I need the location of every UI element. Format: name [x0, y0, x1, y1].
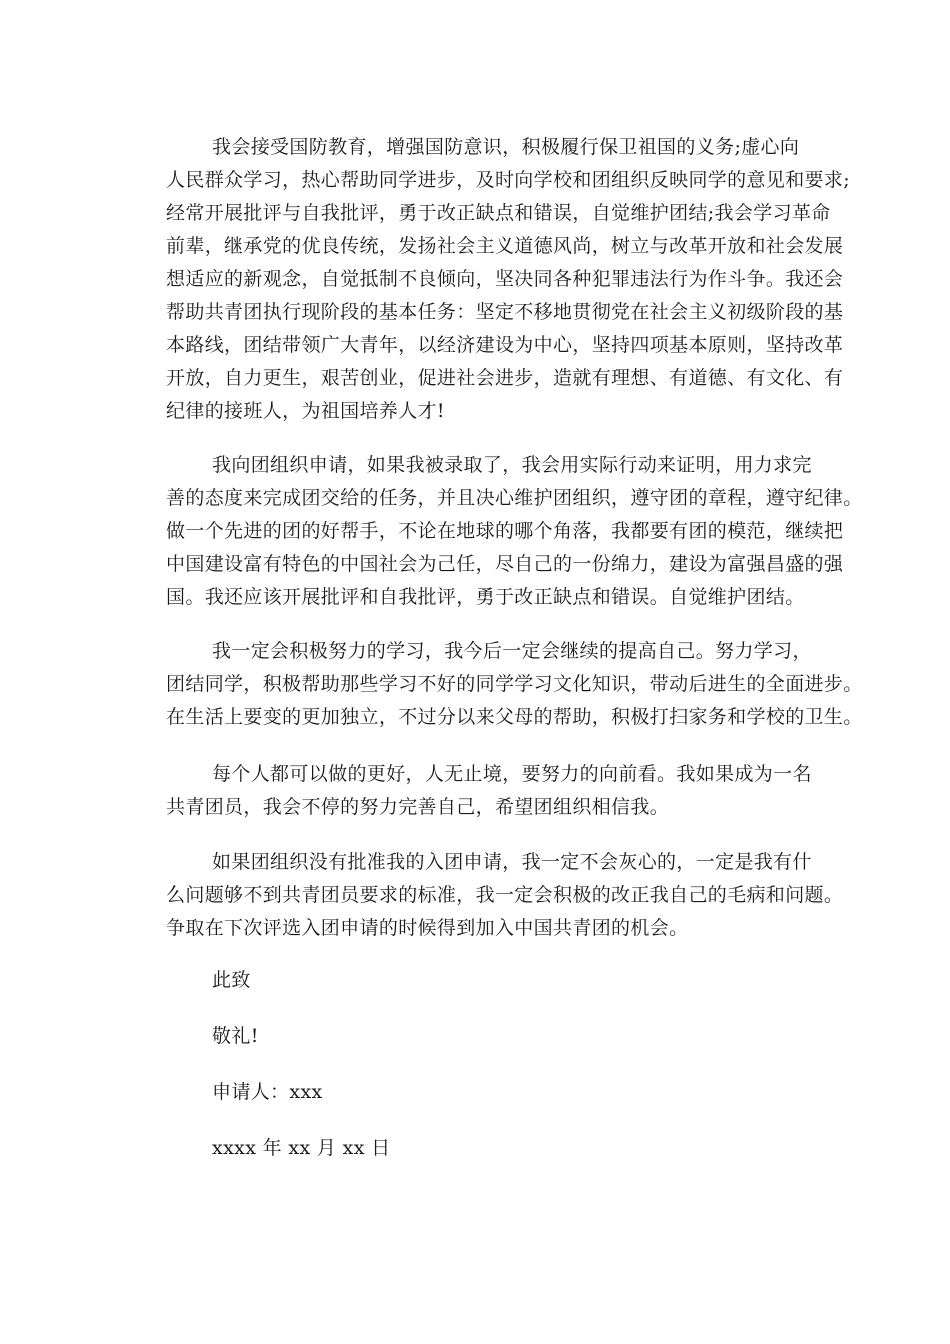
paragraph-3 [166, 635, 863, 734]
paragraph-line: 纪律的接班人，为祖国培养人才! [166, 400, 445, 422]
paragraph-line: 么问题够不到共青团员要求的标准，我一定会积极的改正我自己的毛病和问题。 [166, 884, 844, 906]
paragraph-line: 想适应的新观念，自觉抵制不良倾向，坚决同各种犯罪违法行为作斗争。我还会 [166, 268, 844, 290]
paragraph-line: 在生活上要变的更加独立，不过分以来父母的帮助，积极打扫家务和学校的卫生。 [166, 706, 863, 728]
paragraph-line: 开放，自力更生，艰苦创业，促进社会进步，造就有理想、有道德、有文化、有 [166, 367, 844, 389]
paragraph-line: 如果团组织没有批准我的入团申请，我一定不会灰心的，一定是我有什 [212, 851, 812, 873]
paragraph-line: 团结同学，积极帮助那些学习不好的同学学习文化知识，带动后进生的全面进步。 [166, 673, 863, 695]
closing-salutation: 此致 [212, 969, 251, 991]
application-date: xxxx 年 xx 月 xx 日 [212, 1137, 391, 1159]
paragraph-line: 做一个先进的团的好帮手，不论在地球的哪个角落，我都要有团的模范，继续把 [166, 520, 844, 542]
paragraph-4 [166, 758, 826, 824]
paragraph-line: 每个人都可以做的更好，人无止境，要努力的向前看。我如果成为一名 [212, 763, 812, 785]
paragraph-line: 我会接受国防教育，增强国防意识，积极履行保卫祖国的义务;虚心向 [212, 136, 800, 158]
paragraph-line: 国。我还应该开展批评和自我批评，勇于改正缺点和错误。自觉维护团结。 [166, 586, 805, 608]
paragraph-line: 我向团组织申请，如果我被录取了，我会用实际行动来证明，用力求完 [212, 454, 812, 476]
paragraph-line: 前辈，继承党的优良传统，发扬社会主义道德风尚，树立与改革开放和社会发展 [166, 235, 844, 257]
paragraph-1 [166, 131, 851, 428]
applicant-signature: 申请人：xxx [212, 1081, 323, 1103]
paragraph-line: 经常开展批评与自我批评，勇于改正缺点和错误，自觉维护团结;我会学习革命 [166, 202, 831, 224]
paragraph-line: 帮助共青团执行现阶段的基本任务：坚定不移地贯彻党在社会主义初级阶段的基 [166, 301, 844, 323]
paragraph-line: 善的态度来完成团交给的任务，并且决心维护团组织，遵守团的章程，遵守纪律。 [166, 487, 863, 509]
paragraph-line: 本路线，团结带领广大青年，以经济建设为中心，坚持四项基本原则，坚持改革 [166, 334, 844, 356]
paragraph-line: 中国建设富有特色的中国社会为己任，尽自己的一份绵力，建设为富强昌盛的强 [166, 553, 844, 575]
paragraph-line: 争取在下次评选入团申请的时候得到加入中国共青团的机会。 [166, 917, 689, 939]
paragraph-line: 我一定会积极努力的学习，我今后一定会继续的提高自己。努力学习， [212, 640, 812, 662]
paragraph-line: 共青团员，我会不停的努力完善自己，希望团组织相信我。 [166, 796, 670, 818]
paragraph-2 [166, 449, 863, 614]
paragraph-5 [166, 846, 844, 945]
closing-regards: 敬礼! [212, 1025, 259, 1047]
paragraph-line: 人民群众学习，热心帮助同学进步，及时向学校和团组织反映同学的意见和要求; [166, 169, 851, 191]
